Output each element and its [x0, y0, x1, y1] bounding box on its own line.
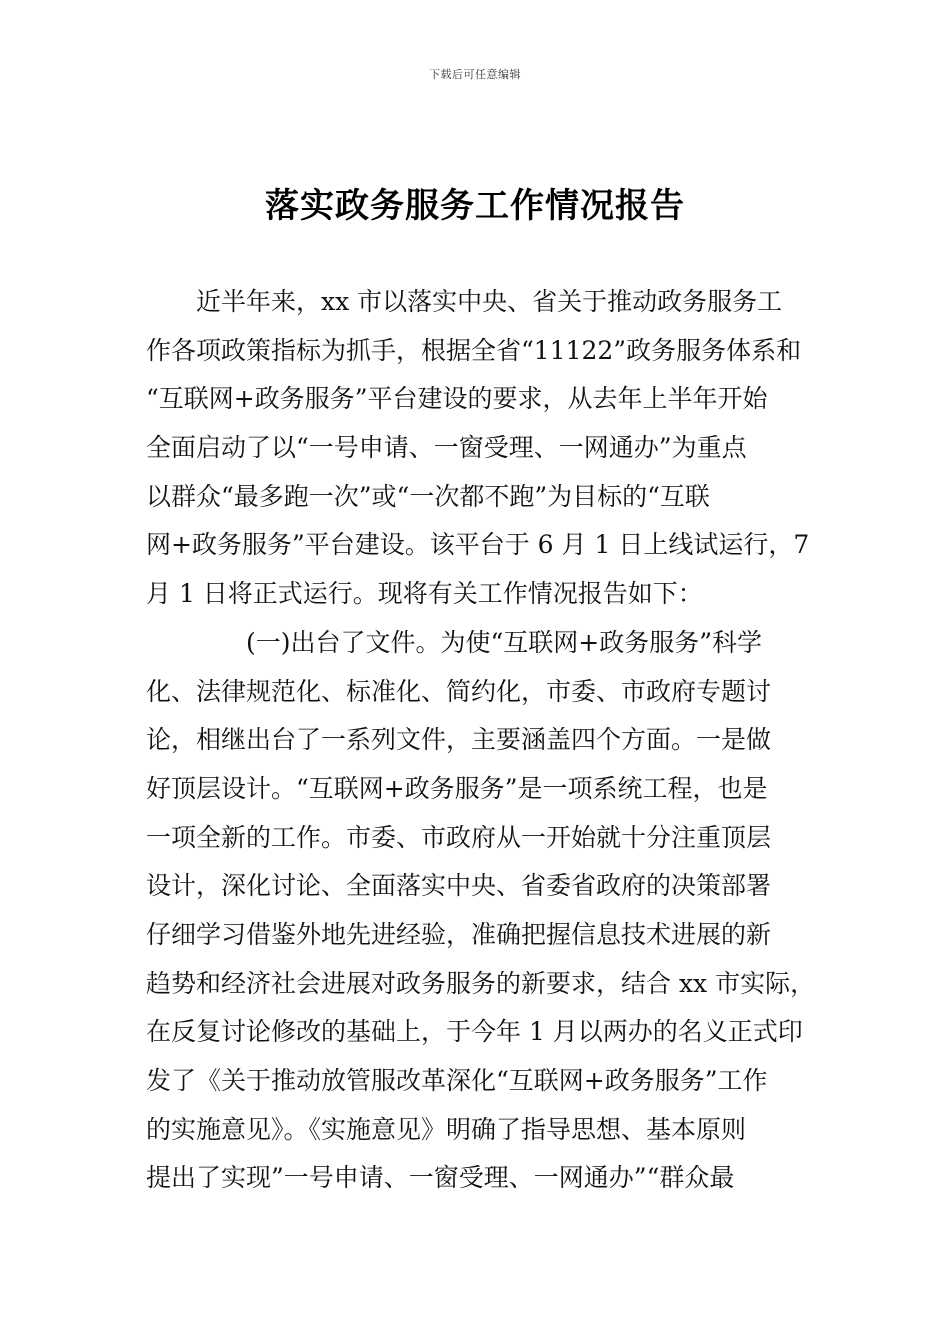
paragraph-line: 仔细学习借鉴外地先进经验，准确把握信息技术进展的新: [146, 919, 772, 949]
paragraph-line: 作各项政策指标为抓手，根据全省“11122”政务服务体系和: [146, 335, 802, 365]
paragraph-line: 全面启动了以“一号申请、一窗受理、一网通办”为重点: [146, 433, 747, 463]
paragraph-line: “互联网+政务服务”平台建设的要求，从去年上半年开始: [146, 384, 768, 414]
paragraph-line: 提出了实现”一号申请、一窗受理、一网通办”“群众最: [146, 1163, 735, 1193]
paragraph-line: 好顶层设计。“互联网+政务服务”是一项系统工程，也是: [146, 773, 768, 803]
paragraph-line: (一)出台了文件。为使“互联网+政务服务”科学: [246, 627, 763, 657]
header-note: 下载后可任意编辑: [429, 68, 521, 81]
document-title: 落实政务服务工作情况报告: [265, 186, 685, 226]
paragraph-line: 近半年来，xx 市以落实中央、省关于推动政务服务工: [196, 287, 783, 316]
paragraph-line: 网+政务服务”平台建设。该平台于 6 月 1 日上线试运行，7: [146, 530, 810, 560]
document-body: [146, 278, 836, 1203]
paragraph-line: 论，相继出台了一系列文件，主要涵盖四个方面。一是做: [146, 725, 772, 755]
paragraph-line: 化、法律规范化、标准化、简约化，市委、市政府专题讨: [146, 676, 772, 706]
paragraph-line: 一项全新的工作。市委、市政府从一开始就十分注重顶层: [146, 822, 772, 852]
paragraph-line: 趋势和经济社会进展对政务服务的新要求，结合 xx 市实际，: [146, 968, 816, 998]
paragraph-line: 的实施意见》。《实施意见》明确了指导思想、基本原则: [146, 1114, 747, 1144]
paragraph-line: 发了《关于推动放管服改革深化“互联网+政务服务”工作: [146, 1066, 768, 1095]
paragraph-line: 月 1 日将正式运行。现将有关工作情况报告如下：: [146, 579, 703, 609]
paragraph-line: 以群众“最多跑一次”或“一次都不跑”为目标的“互联: [146, 481, 710, 511]
paragraph-line: 在反复讨论修改的基础上，于今年 1 月以两办的名义正式印: [146, 1017, 803, 1047]
paragraph-line: 设计，深化讨论、全面落实中央、省委省政府的决策部署: [146, 871, 772, 901]
